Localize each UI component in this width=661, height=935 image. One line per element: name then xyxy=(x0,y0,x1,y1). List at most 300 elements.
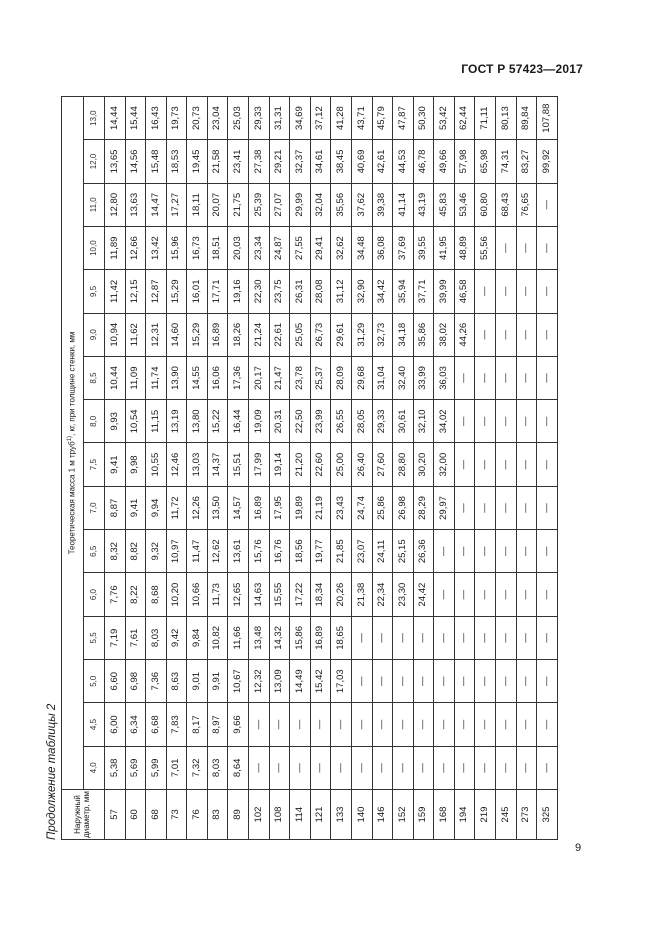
diameter-cell: 60 xyxy=(125,790,146,840)
mass-cell: 46,78 xyxy=(413,140,434,183)
mass-cell: — xyxy=(434,660,455,703)
mass-cell: — xyxy=(516,486,537,529)
mass-cell: 28,09 xyxy=(331,356,352,399)
mass-cell: — xyxy=(495,313,516,356)
mass-cell: 38,02 xyxy=(434,313,455,356)
mass-cell: 8,17 xyxy=(187,703,208,746)
mass-cell: 7,36 xyxy=(146,660,167,703)
table-row xyxy=(331,97,352,840)
mass-cell: — xyxy=(495,746,516,789)
mass-cell: — xyxy=(331,746,352,789)
mass-cell: 32,00 xyxy=(434,443,455,486)
mass-cell: — xyxy=(434,616,455,659)
mass-cell: 107,88 xyxy=(537,97,558,140)
table-row xyxy=(207,97,228,840)
mass-cell: 14,37 xyxy=(207,443,228,486)
mass-cell: 11,42 xyxy=(105,270,126,313)
mass-cell: 43,19 xyxy=(413,183,434,226)
mass-cell: 47,87 xyxy=(393,97,414,140)
mass-cell: — xyxy=(269,703,290,746)
mass-cell: — xyxy=(537,313,558,356)
mass-cell: 23,30 xyxy=(393,573,414,616)
mass-cell: 25,15 xyxy=(393,530,414,573)
mass-cell: 24,42 xyxy=(413,573,434,616)
mass-cell: 31,12 xyxy=(331,270,352,313)
mass-cell: 39,99 xyxy=(434,270,455,313)
mass-cell: 10,20 xyxy=(166,573,187,616)
mass-cell: 24,11 xyxy=(372,530,393,573)
diameter-cell: 108 xyxy=(269,790,290,840)
mass-cell: — xyxy=(351,703,372,746)
mass-cell: 20,31 xyxy=(269,400,290,443)
mass-cell: — xyxy=(495,703,516,746)
mass-group-header: Теоретическая масса 1 м труб$^{1)}$, кг, при толщине стенки, мм xyxy=(62,97,84,790)
mass-cell: — xyxy=(516,226,537,269)
mass-cell: 17,27 xyxy=(166,183,187,226)
mass-cell: 18,26 xyxy=(228,313,249,356)
thickness-header: 5,5 xyxy=(84,616,105,659)
mass-cell: 25,37 xyxy=(310,356,331,399)
mass-cell: 16,06 xyxy=(207,356,228,399)
mass-cell: 22,30 xyxy=(249,270,270,313)
mass-cell: — xyxy=(537,746,558,789)
mass-cell: 23,41 xyxy=(228,140,249,183)
mass-cell: — xyxy=(475,313,496,356)
diameter-cell: 68 xyxy=(146,790,167,840)
mass-cell: 41,14 xyxy=(393,183,414,226)
mass-cell: 8,87 xyxy=(105,486,126,529)
mass-cell: — xyxy=(516,616,537,659)
mass-cell: 17,99 xyxy=(249,443,270,486)
mass-cell: 13,65 xyxy=(105,140,126,183)
mass-cell: 35,86 xyxy=(413,313,434,356)
mass-cell: 13,19 xyxy=(166,400,187,443)
mass-cell: 7,83 xyxy=(166,703,187,746)
diameter-cell: 273 xyxy=(516,790,537,840)
mass-cell: — xyxy=(495,226,516,269)
mass-cell: 27,38 xyxy=(249,140,270,183)
mass-cell: 21,38 xyxy=(351,573,372,616)
mass-cell: 34,69 xyxy=(290,97,311,140)
mass-cell: 57,98 xyxy=(454,140,475,183)
mass-cell: 8,03 xyxy=(207,746,228,789)
table-row xyxy=(290,97,311,840)
standard-number: ГОСТ Р 57423—2017 xyxy=(461,62,583,76)
table-row xyxy=(187,97,208,840)
thickness-header: 5,0 xyxy=(84,660,105,703)
mass-cell: 13,80 xyxy=(187,400,208,443)
mass-cell: 7,19 xyxy=(105,616,126,659)
mass-cell: 60,80 xyxy=(475,183,496,226)
mass-cell: 34,18 xyxy=(393,313,414,356)
mass-cell: 23,75 xyxy=(269,270,290,313)
thickness-header: 9,0 xyxy=(84,313,105,356)
mass-cell: — xyxy=(454,486,475,529)
table-row xyxy=(146,97,167,840)
mass-cell: 9,41 xyxy=(125,486,146,529)
mass-cell: 15,48 xyxy=(146,140,167,183)
mass-cell: 27,55 xyxy=(290,226,311,269)
diameter-cell: 89 xyxy=(228,790,249,840)
mass-cell: 22,61 xyxy=(269,313,290,356)
mass-cell: — xyxy=(516,660,537,703)
mass-cell: 32,73 xyxy=(372,313,393,356)
mass-cell: 25,00 xyxy=(331,443,352,486)
mass-cell: 12,46 xyxy=(166,443,187,486)
mass-cell: — xyxy=(537,356,558,399)
mass-cell: 14,44 xyxy=(105,97,126,140)
mass-cell: 19,14 xyxy=(269,443,290,486)
mass-cell: 8,32 xyxy=(105,530,126,573)
mass-cell: 14,32 xyxy=(269,616,290,659)
mass-cell: 9,41 xyxy=(105,443,126,486)
mass-cell: 12,87 xyxy=(146,270,167,313)
mass-cell: 9,32 xyxy=(146,530,167,573)
mass-cell: 53,46 xyxy=(454,183,475,226)
mass-cell: 15,29 xyxy=(166,270,187,313)
diameter-cell: 325 xyxy=(537,790,558,840)
mass-cell: — xyxy=(269,746,290,789)
mass-cell: — xyxy=(475,486,496,529)
diameter-cell: 133 xyxy=(331,790,352,840)
mass-cell: 44,26 xyxy=(454,313,475,356)
mass-cell: 9,93 xyxy=(105,400,126,443)
diameter-cell: 121 xyxy=(310,790,331,840)
mass-cell: 18,11 xyxy=(187,183,208,226)
thickness-header: 6,0 xyxy=(84,573,105,616)
mass-cell: — xyxy=(393,746,414,789)
mass-cell: 23,78 xyxy=(290,356,311,399)
thickness-header: 7,0 xyxy=(84,486,105,529)
mass-cell: — xyxy=(454,400,475,443)
mass-cell: — xyxy=(413,703,434,746)
mass-cell: — xyxy=(351,660,372,703)
thickness-header: 6,5 xyxy=(84,530,105,573)
mass-cell: — xyxy=(475,573,496,616)
mass-cell: 14,55 xyxy=(187,356,208,399)
table-row xyxy=(537,97,558,840)
mass-cell: 16,89 xyxy=(249,486,270,529)
mass-cell: — xyxy=(393,703,414,746)
mass-cell: 71,11 xyxy=(475,97,496,140)
mass-cell: 30,20 xyxy=(413,443,434,486)
mass-cell: 55,56 xyxy=(475,226,496,269)
mass-cell: 17,22 xyxy=(290,573,311,616)
mass-cell: 25,05 xyxy=(290,313,311,356)
mass-cell: 29,21 xyxy=(269,140,290,183)
mass-cell: 32,04 xyxy=(310,183,331,226)
mass-cell: 99,92 xyxy=(537,140,558,183)
mass-cell: 14,47 xyxy=(146,183,167,226)
mass-cell: — xyxy=(372,660,393,703)
mass-cell: 16,01 xyxy=(187,270,208,313)
mass-cell: 11,62 xyxy=(125,313,146,356)
mass-cell: 19,45 xyxy=(187,140,208,183)
mass-cell: — xyxy=(290,746,311,789)
mass-cell: 15,96 xyxy=(166,226,187,269)
mass-cell: 14,57 xyxy=(228,486,249,529)
table-row xyxy=(475,97,496,840)
mass-cell: 12,66 xyxy=(125,226,146,269)
mass-cell: — xyxy=(537,270,558,313)
mass-cell: 17,36 xyxy=(228,356,249,399)
mass-cell: — xyxy=(516,313,537,356)
mass-cell: 17,03 xyxy=(331,660,352,703)
mass-cell: 26,73 xyxy=(310,313,331,356)
mass-cell: 13,50 xyxy=(207,486,228,529)
mass-cell: — xyxy=(516,400,537,443)
mass-cell: — xyxy=(516,443,537,486)
mass-cell: 11,09 xyxy=(125,356,146,399)
mass-cell: 19,73 xyxy=(166,97,187,140)
mass-cell: 5,38 xyxy=(105,746,126,789)
mass-cell: — xyxy=(434,573,455,616)
mass-cell: 10,55 xyxy=(146,443,167,486)
mass-cell: 20,03 xyxy=(228,226,249,269)
mass-cell: 12,31 xyxy=(146,313,167,356)
mass-cell: 23,43 xyxy=(331,486,352,529)
diameter-cell: 83 xyxy=(207,790,228,840)
table-row xyxy=(495,97,516,840)
mass-cell: 24,87 xyxy=(269,226,290,269)
mass-cell: 20,07 xyxy=(207,183,228,226)
mass-cell: 11,89 xyxy=(105,226,126,269)
table-caption: Продолжение таблицы 2 xyxy=(46,703,58,840)
mass-cell: 12,26 xyxy=(187,486,208,529)
mass-cell: — xyxy=(495,660,516,703)
diameter-cell: 102 xyxy=(249,790,270,840)
mass-cell: 38,45 xyxy=(331,140,352,183)
mass-cell: 50,30 xyxy=(413,97,434,140)
mass-cell: 6,34 xyxy=(125,703,146,746)
mass-cell: 34,61 xyxy=(310,140,331,183)
table-row xyxy=(372,97,393,840)
mass-cell: 26,55 xyxy=(331,400,352,443)
thickness-header: 12,0 xyxy=(84,140,105,183)
thickness-header: 10,0 xyxy=(84,226,105,269)
mass-cell: — xyxy=(516,530,537,573)
mass-cell: 11,72 xyxy=(166,486,187,529)
mass-cell: — xyxy=(393,660,414,703)
diameter-cell: 152 xyxy=(393,790,414,840)
mass-cell: 23,99 xyxy=(310,400,331,443)
weight-table xyxy=(61,96,558,840)
mass-cell: 13,61 xyxy=(228,530,249,573)
mass-cell: 19,77 xyxy=(310,530,331,573)
mass-cell: — xyxy=(372,616,393,659)
mass-cell: 11,47 xyxy=(187,530,208,573)
mass-cell: — xyxy=(537,400,558,443)
page-number: 9 xyxy=(575,842,582,854)
mass-cell: 21,24 xyxy=(249,313,270,356)
mass-cell: 83,27 xyxy=(516,140,537,183)
mass-cell: — xyxy=(290,703,311,746)
mass-cell: — xyxy=(351,746,372,789)
mass-cell: — xyxy=(495,356,516,399)
table-row xyxy=(434,97,455,840)
mass-cell: 43,71 xyxy=(351,97,372,140)
mass-cell: 74,31 xyxy=(495,140,516,183)
mass-cell: 7,01 xyxy=(166,746,187,789)
mass-cell: 41,95 xyxy=(434,226,455,269)
mass-cell: — xyxy=(495,400,516,443)
mass-cell: 19,09 xyxy=(249,400,270,443)
mass-cell: 13,48 xyxy=(249,616,270,659)
table-row xyxy=(310,97,331,840)
mass-cell: 46,58 xyxy=(454,270,475,313)
mass-cell: — xyxy=(434,746,455,789)
mass-cell: 17,71 xyxy=(207,270,228,313)
mass-cell: 31,04 xyxy=(372,356,393,399)
mass-cell: — xyxy=(249,746,270,789)
mass-cell: 12,32 xyxy=(249,660,270,703)
mass-cell: 11,15 xyxy=(146,400,167,443)
mass-cell: 32,10 xyxy=(413,400,434,443)
mass-cell: 26,31 xyxy=(290,270,311,313)
mass-cell: 14,63 xyxy=(249,573,270,616)
mass-cell: 14,56 xyxy=(125,140,146,183)
mass-cell: 11,74 xyxy=(146,356,167,399)
table-header-row xyxy=(62,97,84,840)
mass-cell: 15,44 xyxy=(125,97,146,140)
mass-cell: 12,65 xyxy=(228,573,249,616)
mass-cell: — xyxy=(413,660,434,703)
mass-cell: 76,65 xyxy=(516,183,537,226)
mass-cell: 18,34 xyxy=(310,573,331,616)
mass-cell: 6,68 xyxy=(146,703,167,746)
thickness-header: 8,0 xyxy=(84,400,105,443)
mass-cell: — xyxy=(434,530,455,573)
mass-cell: — xyxy=(475,356,496,399)
mass-cell: 11,66 xyxy=(228,616,249,659)
mass-cell: 13,63 xyxy=(125,183,146,226)
mass-cell: 49,66 xyxy=(434,140,455,183)
mass-cell: 15,51 xyxy=(228,443,249,486)
mass-cell: — xyxy=(249,703,270,746)
mass-cell: 37,71 xyxy=(413,270,434,313)
table-row xyxy=(351,97,372,840)
mass-cell: 19,16 xyxy=(228,270,249,313)
mass-cell: 15,42 xyxy=(310,660,331,703)
outer-diameter-header: Наружный диаметр, мм xyxy=(62,790,105,840)
mass-cell: — xyxy=(537,183,558,226)
rotated-table-block xyxy=(46,96,558,840)
mass-cell: 45,83 xyxy=(434,183,455,226)
thickness-header: 13,0 xyxy=(84,97,105,140)
mass-cell: 21,75 xyxy=(228,183,249,226)
mass-cell: — xyxy=(413,746,434,789)
mass-cell: — xyxy=(495,573,516,616)
mass-cell: 14,49 xyxy=(290,660,311,703)
mass-cell: 26,40 xyxy=(351,443,372,486)
mass-cell: 26,36 xyxy=(413,530,434,573)
mass-cell: 5,99 xyxy=(146,746,167,789)
mass-cell: — xyxy=(537,660,558,703)
mass-cell: 8,63 xyxy=(166,660,187,703)
mass-cell: — xyxy=(372,746,393,789)
mass-cell: 7,61 xyxy=(125,616,146,659)
mass-cell: 31,31 xyxy=(269,97,290,140)
mass-cell: — xyxy=(475,746,496,789)
mass-cell: — xyxy=(475,616,496,659)
diameter-cell: 140 xyxy=(351,790,372,840)
mass-cell: 29,68 xyxy=(351,356,372,399)
mass-cell: 16,44 xyxy=(228,400,249,443)
mass-cell: 20,26 xyxy=(331,573,352,616)
mass-cell: — xyxy=(454,573,475,616)
table-row xyxy=(269,97,290,840)
mass-cell: — xyxy=(454,660,475,703)
mass-cell: 29,99 xyxy=(290,183,311,226)
mass-cell: 29,33 xyxy=(372,400,393,443)
mass-cell: — xyxy=(495,530,516,573)
mass-cell: 24,74 xyxy=(351,486,372,529)
mass-cell: — xyxy=(537,443,558,486)
mass-cell: — xyxy=(413,616,434,659)
mass-cell: 48,89 xyxy=(454,226,475,269)
mass-cell: 14,60 xyxy=(166,313,187,356)
diameter-cell: 219 xyxy=(475,790,496,840)
mass-cell: 9,98 xyxy=(125,443,146,486)
mass-cell: 28,08 xyxy=(310,270,331,313)
mass-cell: 15,55 xyxy=(269,573,290,616)
mass-cell: 9,84 xyxy=(187,616,208,659)
mass-cell: 62,44 xyxy=(454,97,475,140)
mass-cell: — xyxy=(475,703,496,746)
mass-cell: 7,76 xyxy=(105,573,126,616)
mass-cell: — xyxy=(454,703,475,746)
mass-cell: 39,55 xyxy=(413,226,434,269)
mass-cell: 65,98 xyxy=(475,140,496,183)
mass-cell: — xyxy=(495,270,516,313)
mass-cell: 44,53 xyxy=(393,140,414,183)
mass-cell: 10,97 xyxy=(166,530,187,573)
mass-cell: 20,73 xyxy=(187,97,208,140)
mass-cell: — xyxy=(516,573,537,616)
mass-cell: 15,22 xyxy=(207,400,228,443)
mass-cell: 80,13 xyxy=(495,97,516,140)
mass-cell: 42,61 xyxy=(372,140,393,183)
mass-cell: — xyxy=(454,443,475,486)
mass-cell: 29,97 xyxy=(434,486,455,529)
mass-cell: 21,58 xyxy=(207,140,228,183)
mass-cell: — xyxy=(537,530,558,573)
mass-cell: — xyxy=(475,270,496,313)
mass-cell: — xyxy=(516,270,537,313)
diameter-cell: 57 xyxy=(105,790,126,840)
mass-cell: 21,20 xyxy=(290,443,311,486)
mass-cell: — xyxy=(475,443,496,486)
mass-cell: 32,90 xyxy=(351,270,372,313)
mass-cell: 68,43 xyxy=(495,183,516,226)
thickness-header: 9,5 xyxy=(84,270,105,313)
mass-cell: 28,80 xyxy=(393,443,414,486)
mass-cell: 8,22 xyxy=(125,573,146,616)
diameter-cell: 114 xyxy=(290,790,311,840)
mass-cell: — xyxy=(516,356,537,399)
mass-cell: 8,64 xyxy=(228,746,249,789)
mass-cell: 6,00 xyxy=(105,703,126,746)
mass-cell: 22,34 xyxy=(372,573,393,616)
mass-cell: — xyxy=(454,616,475,659)
table-row xyxy=(393,97,414,840)
mass-cell: 12,15 xyxy=(125,270,146,313)
mass-cell: — xyxy=(372,703,393,746)
mass-cell: 25,86 xyxy=(372,486,393,529)
mass-cell: 36,03 xyxy=(434,356,455,399)
mass-cell: 29,33 xyxy=(249,97,270,140)
mass-cell: 6,60 xyxy=(105,660,126,703)
